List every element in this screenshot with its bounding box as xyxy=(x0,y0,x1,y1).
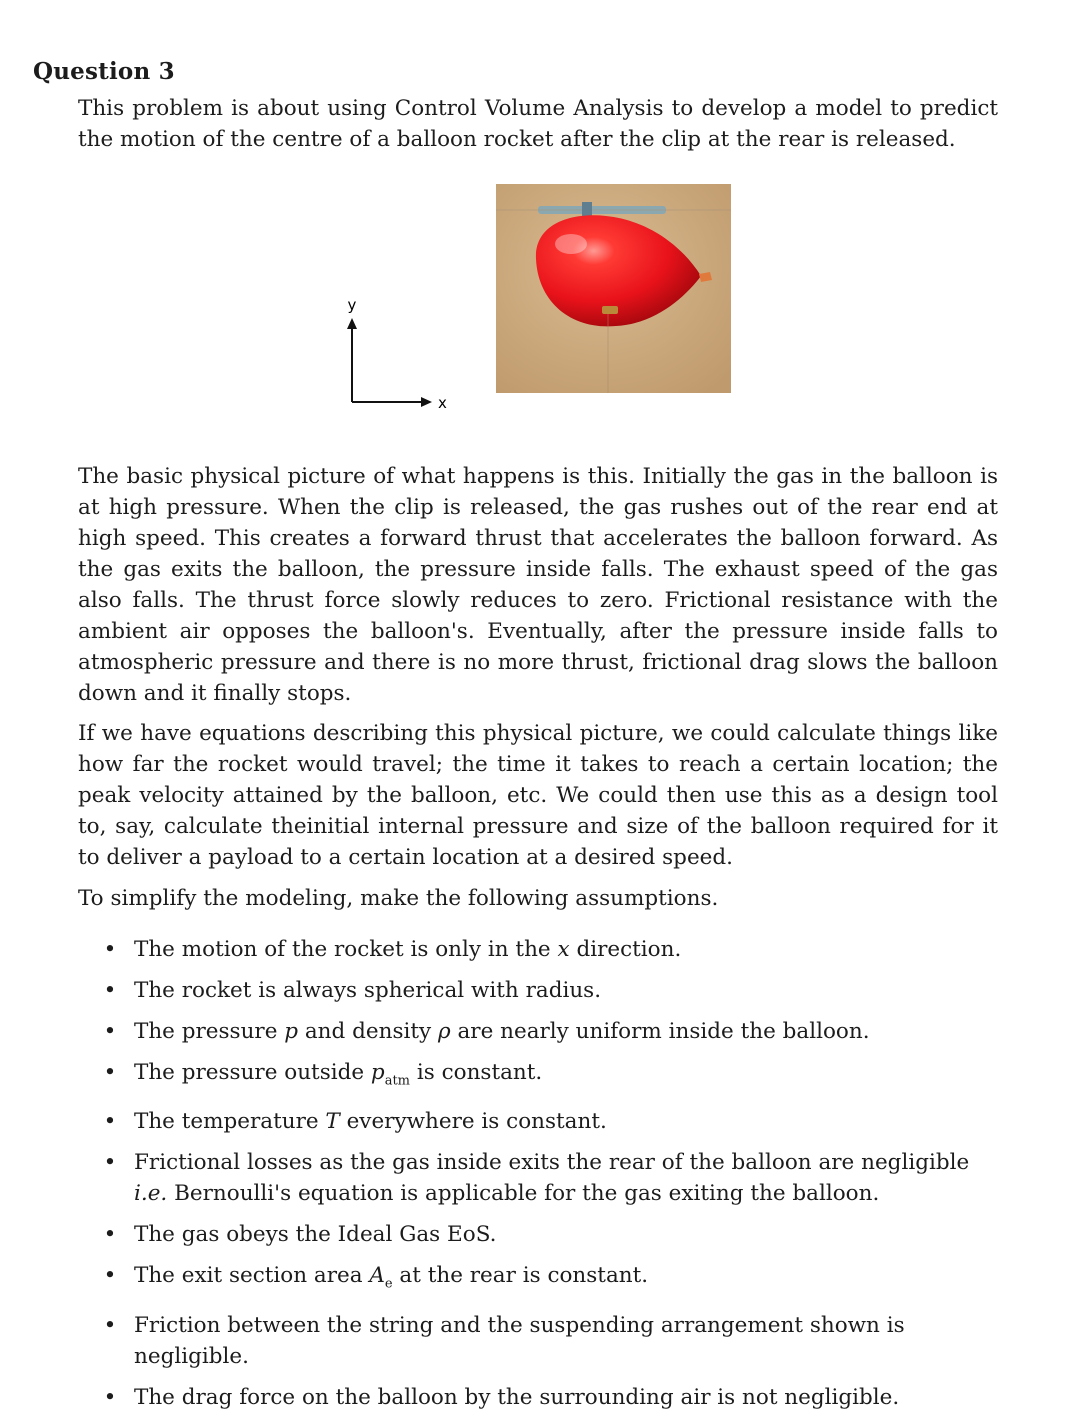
balloon-highlight xyxy=(555,234,587,254)
y-axis-label: y xyxy=(347,296,357,314)
balloon-clip xyxy=(602,306,618,314)
list-item: • The pressure outside $p_{atm}$ is constant. xyxy=(103,1060,543,1089)
assumptions-intro: To simplify the modeling, make the following assumptions. xyxy=(78,886,719,911)
x-axis-arrow-icon xyxy=(421,397,432,407)
x-axis-label: x xyxy=(438,394,447,412)
physical-picture-paragraph: The basic physical picture of what happens is this. Initially the gas in the balloon is at high pressure. When the clip is released, the gas rushes out of the rear end at high speed. This creates a forward thrust that accelerates the balloon forward. As the gas exits the balloon, the pressure inside falls. The exhaust speed of the gas also falls. The thrust force slowly reduces to zero. Frictional resistance with the ambient air opposes the balloon's. Eventually, after the pressure inside falls to atmospheric pressure and there is no more thrust, frictional drag slows the balloon down and it finally stops. xyxy=(78,464,998,706)
list-item: • The motion of the rocket is only in the x direction. xyxy=(103,937,682,962)
list-item: • The pressure p and density ρ are nearly uniform inside the balloon. xyxy=(103,1019,870,1044)
question-title: Question 3 xyxy=(33,58,175,85)
coordinate-axes xyxy=(335,292,455,414)
list-item: • The gas obeys the Ideal Gas EoS. xyxy=(103,1222,497,1248)
list-item: • The drag force on the balloon by the surrounding air is not negligible. xyxy=(103,1384,900,1410)
list-item: • The rocket is always spherical with radius. xyxy=(103,978,602,1003)
list-item: • The exit section area $A_e$ at the rear is constant. xyxy=(103,1263,649,1292)
balloon-rocket-photo xyxy=(496,184,731,393)
equations-paragraph: If we have equations describing this physical picture, we could calculate things like how far the rocket would travel; the time it takes to reach a certain location; the peak velocity attained by the balloon, etc. We could then use this as a design tool to, say, calculate theinitial internal pressure and size of the balloon required for it to deliver a payload to a certain location at a desired speed. xyxy=(78,721,998,870)
list-item: • The temperature T everywhere is constant. xyxy=(103,1109,607,1135)
list-item: • Friction between the string and the suspending arrangement shown is negligible. xyxy=(103,1312,905,1369)
assumptions-list xyxy=(100,934,1000,1423)
intro-paragraph: This problem is about using Control Volume Analysis to develop a model to predict the motion of the centre of a balloon rocket after the clip at the rear is released. xyxy=(78,96,998,152)
y-axis-arrow-icon xyxy=(347,318,357,329)
list-item: • Frictional losses as the gas inside exits the rear of the balloon are negligible i.e. Bernoulli's equation is applicable for the gas exiting the balloon. xyxy=(103,1150,970,1207)
